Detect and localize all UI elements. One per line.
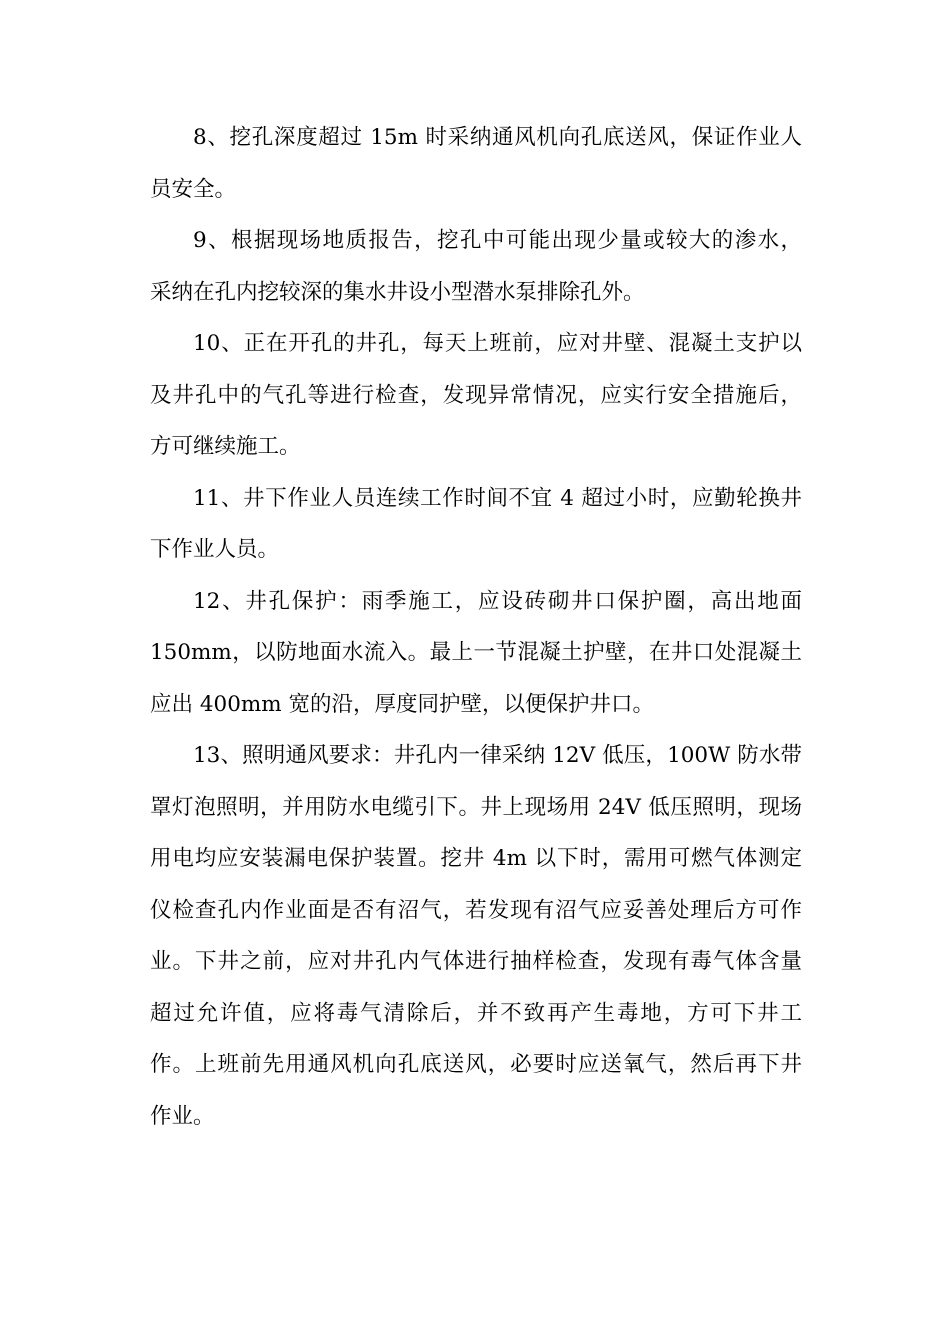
paragraph-item-8 — [150, 112, 802, 215]
paragraph-line: 采纳在孔内挖较深的集水井设小型潜水泵排除孔外。 — [150, 279, 645, 305]
paragraph-line: 10、正在开孔的井孔，每天上班前，应对井壁、混凝土支护以 — [193, 331, 802, 356]
paragraph-line: 12、井孔保护：雨季施工，应设砖砌井口保护圈，高出地面 — [193, 588, 802, 614]
paragraph-line: 员安全。 — [150, 176, 237, 202]
paragraph-line: 方可继续施工。 — [150, 434, 301, 459]
paragraph-item-11 — [150, 473, 802, 576]
paragraph-line: 作。上班前先用通风机向孔底送风，必要时应送氧气，然后再下井 — [150, 1052, 802, 1077]
paragraph-line: 11、井下作业人员连续工作时间不宜 4 超过小时，应勤轮换井 — [193, 485, 802, 511]
paragraph-line: 仪检查孔内作业面是否有沼气，若发现有沼气应妥善处理后方可作 — [150, 897, 802, 923]
paragraph-item-13 — [150, 730, 802, 1142]
paragraph-item-10 — [150, 318, 802, 473]
paragraph-line: 150mm，以防地面水流入。最上一节混凝土护壁，在井口处混凝土 — [150, 640, 802, 665]
paragraph-item-12 — [150, 576, 802, 731]
paragraph-line: 13、照明通风要求：井孔内一律采纳 12V 低压，100W 防水带 — [193, 743, 802, 768]
paragraph-line: 9、根据现场地质报告，挖孔中可能出现少量或较大的渗水， — [193, 228, 802, 253]
paragraph-line: 8、挖孔深度超过 15m 时采纳通风机向孔底送风，保证作业人 — [193, 125, 802, 150]
paragraph-line: 超过允许值，应将毒气清除后，并不致再产生毒地，方可下井工 — [150, 1000, 802, 1026]
paragraph-item-9 — [150, 215, 802, 318]
paragraph-line: 应出 400mm 宽的沿，厚度同护壁，以便保护井口。 — [150, 691, 654, 717]
paragraph-line: 作业。 — [150, 1103, 215, 1129]
paragraph-line: 及井孔中的气孔等进行检查，发现异常情况，应实行安全措施后， — [150, 382, 802, 408]
paragraph-line: 用电均应安装漏电保护装置。挖井 4m 以下时，需用可燃气体测定 — [150, 846, 802, 871]
document-body — [150, 112, 802, 1142]
paragraph-line: 罩灯泡照明，并用防水电缆引下。井上现场用 24V 低压照明，现场 — [150, 794, 802, 820]
paragraph-line: 业。下井之前，应对井孔内气体进行抽样检查，发现有毒气体含量 — [150, 949, 802, 974]
paragraph-line: 下作业人员。 — [150, 537, 280, 562]
